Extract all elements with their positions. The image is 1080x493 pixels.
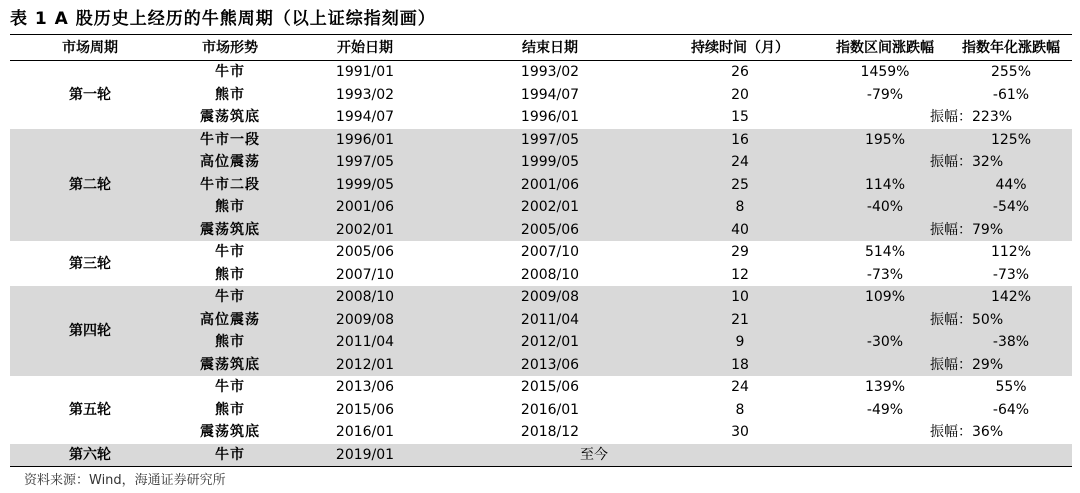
cycle-name: 第二轮: [10, 129, 170, 242]
table-row: [10, 376, 1072, 399]
start-date: 2011/04: [290, 331, 440, 354]
table-row: [10, 286, 1072, 309]
duration-months: 20: [731, 86, 749, 103]
header-form: 市场形势: [202, 40, 258, 56]
cycle-name: 第三轮: [69, 255, 111, 272]
annual-change: 125%: [950, 129, 1072, 152]
table-row: [10, 61, 1072, 84]
range-change: 振幅：223%: [930, 109, 1013, 126]
start-date: 2016/01: [335, 424, 395, 441]
cycle-name: 第六轮: [10, 444, 170, 467]
start-date: 1993/02: [335, 86, 395, 103]
range-change: 振幅：50%: [820, 309, 950, 332]
range-change: 振幅：79%: [820, 219, 950, 242]
header-months: 持续时间（月）: [691, 40, 789, 56]
market-form: 牛市: [215, 379, 245, 396]
start-date: 2008/10: [290, 286, 440, 309]
end-date: 1999/05: [440, 151, 660, 174]
end-date: 2001/06: [440, 174, 660, 197]
annual-change: 142%: [950, 286, 1072, 309]
duration-months: 8: [660, 196, 820, 219]
duration-months: 10: [660, 286, 820, 309]
end-date: 1994/07: [520, 86, 580, 103]
end-date: 2009/08: [440, 286, 660, 309]
header-cycle: 市场周期: [62, 40, 118, 56]
table-row: [10, 196, 1072, 219]
table-row: [10, 421, 1072, 444]
range-change: 振幅：36%: [930, 424, 1004, 441]
start-date: 2009/08: [290, 309, 440, 332]
end-date: 2005/06: [440, 219, 660, 242]
cycle-name: 第四轮: [10, 286, 170, 376]
end-date: 至今: [440, 444, 660, 467]
start-date: 1996/01: [290, 129, 440, 152]
duration-months: 8: [735, 401, 745, 418]
table-row: [10, 174, 1072, 197]
table-row: [10, 241, 1072, 264]
market-form: 熊市: [215, 266, 245, 283]
market-form: 牛市: [215, 244, 245, 261]
range-change: -79%: [866, 86, 904, 103]
range-change: 振幅：32%: [820, 151, 950, 174]
range-change: -40%: [820, 196, 950, 219]
table-row: [10, 354, 1072, 377]
duration-months: 29: [731, 244, 749, 261]
annual-change: -61%: [992, 86, 1030, 103]
duration-months: 30: [731, 424, 749, 441]
duration-months: [660, 444, 820, 467]
market-form: 牛市: [170, 286, 290, 309]
range-change: -30%: [820, 331, 950, 354]
cycle-name: 第一轮: [69, 86, 111, 103]
start-date: 1994/07: [335, 109, 395, 126]
top-rule: [10, 34, 1072, 35]
market-form: 高位震荡: [170, 309, 290, 332]
table-title: 表 1 A 股历史上经历的牛熊周期（以上证综指刻画）: [10, 9, 436, 29]
market-form: 牛市: [170, 444, 290, 467]
duration-months: 40: [660, 219, 820, 242]
market-form: 震荡筑底: [170, 354, 290, 377]
market-form: 震荡筑底: [170, 219, 290, 242]
duration-months: 25: [660, 174, 820, 197]
range-change: 514%: [864, 244, 906, 261]
market-form: 牛市一段: [170, 129, 290, 152]
header-annual: 指数年化涨跌幅: [962, 40, 1060, 56]
duration-months: 24: [660, 151, 820, 174]
annual-change: 255%: [990, 64, 1032, 81]
end-date: 2016/01: [520, 401, 580, 418]
range-change: -49%: [866, 401, 904, 418]
start-date: 2002/01: [290, 219, 440, 242]
start-date: 2005/06: [335, 244, 395, 261]
header-start: 开始日期: [337, 40, 393, 56]
duration-months: 18: [660, 354, 820, 377]
table-row: [10, 84, 1072, 107]
end-date: 1993/02: [520, 64, 580, 81]
range-change: 195%: [820, 129, 950, 152]
end-date: 1996/01: [520, 109, 580, 126]
start-date: 2001/06: [290, 196, 440, 219]
duration-months: 26: [731, 64, 749, 81]
start-date: 2015/06: [335, 401, 395, 418]
end-date: 2013/06: [440, 354, 660, 377]
table-row: [10, 331, 1072, 354]
annual-change: [950, 444, 1072, 467]
market-form: 牛市: [215, 64, 245, 81]
range-change: [820, 444, 950, 467]
source-note: 资料来源：Wind，海通证券研究所: [24, 473, 226, 488]
table-row: [10, 264, 1072, 287]
table-row: [10, 151, 1072, 174]
market-form: 熊市: [170, 331, 290, 354]
market-form: 震荡筑底: [200, 109, 260, 126]
annual-change: 55%: [995, 379, 1027, 396]
duration-months: 21: [660, 309, 820, 332]
range-change: 振幅：29%: [820, 354, 950, 377]
annual-change: -73%: [992, 266, 1030, 283]
end-date: 1997/05: [440, 129, 660, 152]
duration-months: 16: [660, 129, 820, 152]
start-date: 1999/05: [290, 174, 440, 197]
annual-change: 44%: [950, 174, 1072, 197]
table-row: [10, 219, 1072, 242]
cycle-name: 第五轮: [69, 401, 111, 418]
table-row: [10, 129, 1072, 152]
range-change: 1459%: [860, 64, 910, 81]
annual-change: 112%: [990, 244, 1032, 261]
start-date: 2019/01: [290, 444, 440, 467]
duration-months: 24: [731, 379, 749, 396]
end-date: 2002/01: [440, 196, 660, 219]
duration-months: 15: [731, 109, 749, 126]
end-date: 2008/10: [520, 266, 580, 283]
end-date: 2015/06: [520, 379, 580, 396]
end-date: 2012/01: [440, 331, 660, 354]
range-change: -73%: [866, 266, 904, 283]
market-form: 震荡筑底: [200, 424, 260, 441]
market-form: 熊市: [215, 86, 245, 103]
start-date: 1991/01: [335, 64, 395, 81]
range-change: 139%: [864, 379, 906, 396]
annual-change: -54%: [950, 196, 1072, 219]
end-date: 2011/04: [440, 309, 660, 332]
header-end: 结束日期: [522, 40, 578, 56]
market-form: 牛市二段: [170, 174, 290, 197]
range-change: 114%: [820, 174, 950, 197]
start-date: 2007/10: [335, 266, 395, 283]
market-form: 熊市: [170, 196, 290, 219]
start-date: 2012/01: [290, 354, 440, 377]
bottom-rule: [10, 466, 1072, 467]
annual-change: -38%: [950, 331, 1072, 354]
table-row: [10, 309, 1072, 332]
cycle-table: [10, 61, 1072, 466]
market-form: 高位震荡: [170, 151, 290, 174]
end-date: 2018/12: [520, 424, 580, 441]
market-form: 熊市: [215, 401, 245, 418]
annual-change: -64%: [992, 401, 1030, 418]
start-date: 2013/06: [335, 379, 395, 396]
header-range: 指数区间涨跌幅: [836, 40, 934, 56]
duration-months: 12: [731, 266, 749, 283]
table-row: [10, 106, 1072, 129]
end-date: 2007/10: [520, 244, 580, 261]
duration-months: 9: [660, 331, 820, 354]
range-change: 109%: [820, 286, 950, 309]
table-row: [10, 444, 1072, 467]
start-date: 1997/05: [290, 151, 440, 174]
table-header: [10, 36, 1072, 60]
table-row: [10, 399, 1072, 422]
